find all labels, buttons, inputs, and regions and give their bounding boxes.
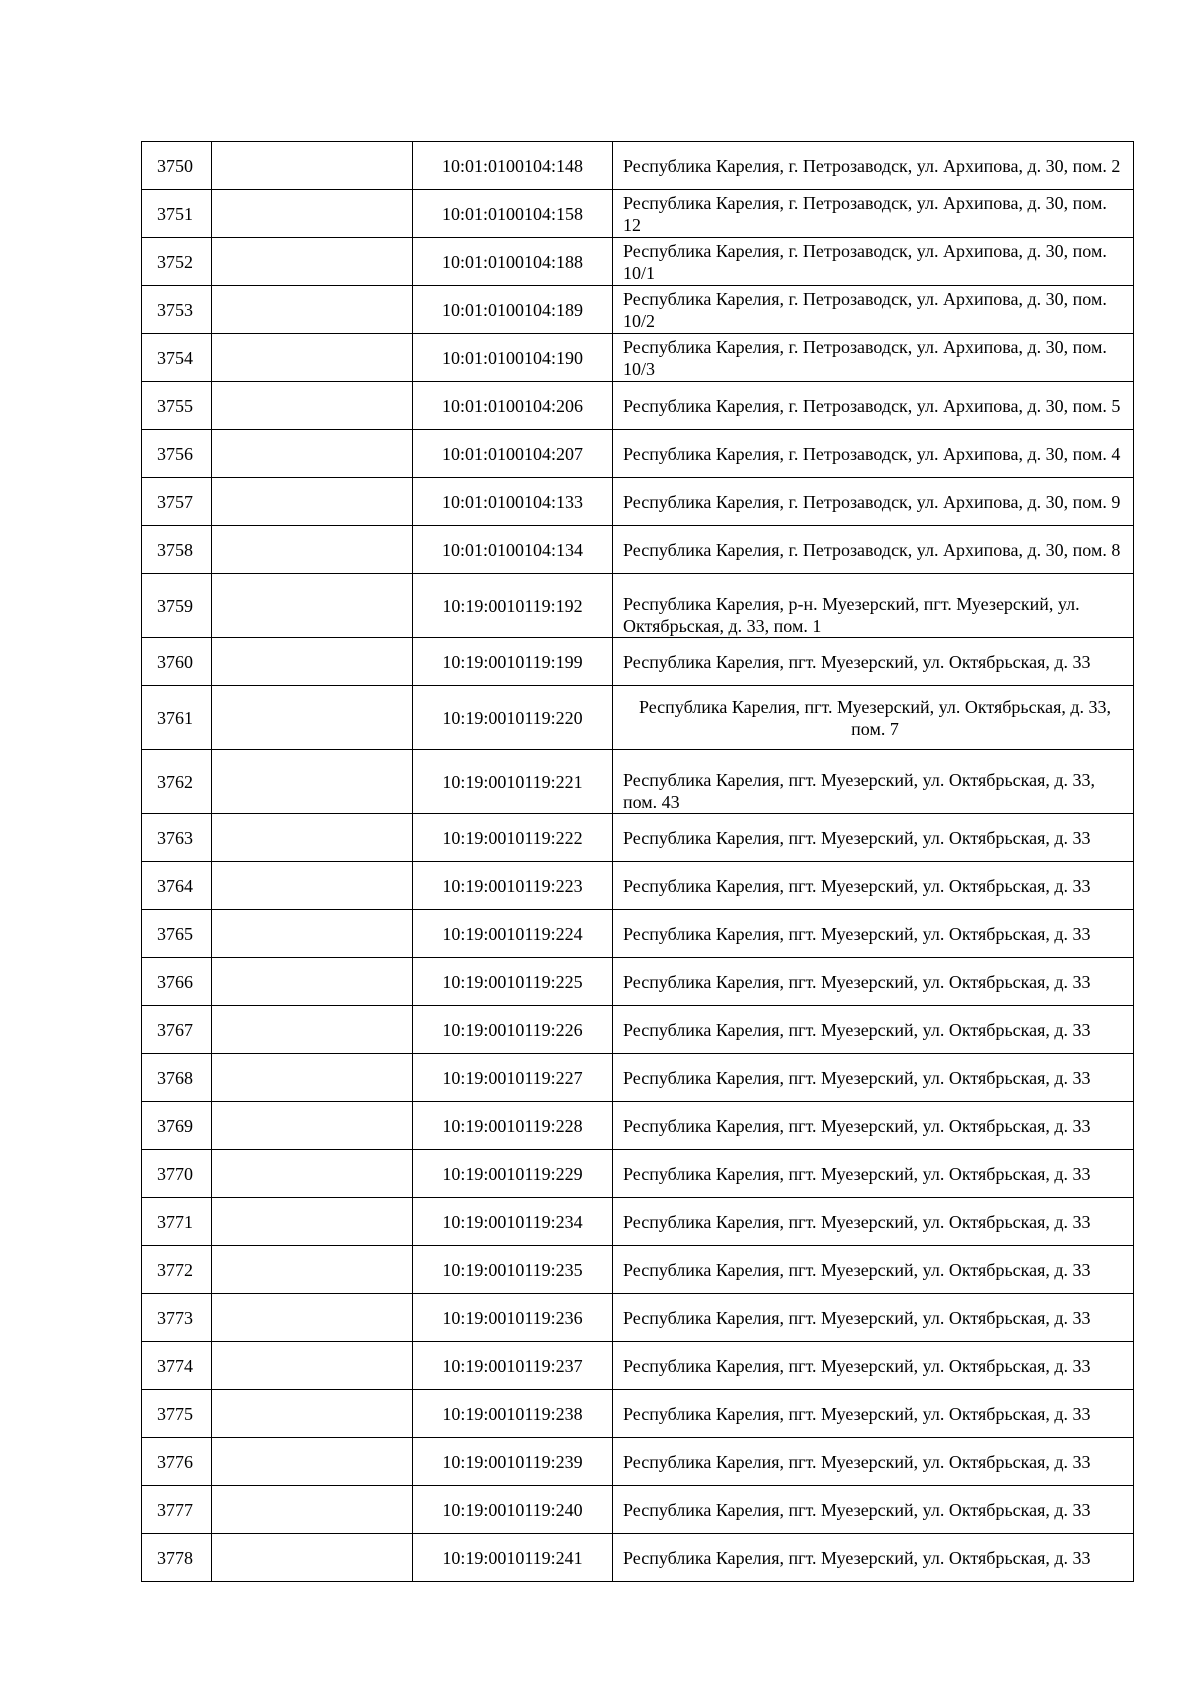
row-number-cell: 3750 xyxy=(142,142,212,190)
address-cell: Республика Карелия, г. Петрозаводск, ул. Архипова, д. 30, пом. 10/1 xyxy=(613,238,1134,286)
row-number-cell: 3771 xyxy=(142,1198,212,1246)
empty-cell xyxy=(212,334,413,382)
empty-cell xyxy=(212,958,413,1006)
row-number-cell: 3765 xyxy=(142,910,212,958)
cadastral-number-cell: 10:19:0010119:226 xyxy=(413,1006,613,1054)
empty-cell xyxy=(212,478,413,526)
address-cell: Республика Карелия, г. Петрозаводск, ул. Архипова, д. 30, пом. 10/3 xyxy=(613,334,1134,382)
cadastral-number-cell: 10:19:0010119:240 xyxy=(413,1486,613,1534)
cadastral-number-cell: 10:19:0010119:241 xyxy=(413,1534,613,1582)
row-number-cell: 3758 xyxy=(142,526,212,574)
address-cell: Республика Карелия, пгт. Муезерский, ул. Октябрьская, д. 33 xyxy=(613,910,1134,958)
table-row xyxy=(142,1438,1134,1486)
table-body xyxy=(142,142,1134,1582)
empty-cell xyxy=(212,910,413,958)
empty-cell xyxy=(212,862,413,910)
empty-cell xyxy=(212,286,413,334)
table-row xyxy=(142,1006,1134,1054)
table-row xyxy=(142,862,1134,910)
cadastral-number-cell: 10:19:0010119:222 xyxy=(413,814,613,862)
cadastral-number-cell: 10:19:0010119:236 xyxy=(413,1294,613,1342)
address-cell: Республика Карелия, пгт. Муезерский, ул. Октябрьская, д. 33 xyxy=(613,1342,1134,1390)
cadastral-number-cell: 10:19:0010119:221 xyxy=(413,750,613,814)
address-cell: Республика Карелия, пгт. Муезерский, ул. Октябрьская, д. 33 xyxy=(613,638,1134,686)
cadastral-number-cell: 10:19:0010119:235 xyxy=(413,1246,613,1294)
row-number-cell: 3755 xyxy=(142,382,212,430)
row-number-cell: 3778 xyxy=(142,1534,212,1582)
empty-cell xyxy=(212,1534,413,1582)
empty-cell xyxy=(212,1150,413,1198)
cadastral-number-cell: 10:01:0100104:148 xyxy=(413,142,613,190)
table-row xyxy=(142,958,1134,1006)
address-cell: Республика Карелия, г. Петрозаводск, ул. Архипова, д. 30, пом. 5 xyxy=(613,382,1134,430)
empty-cell xyxy=(212,238,413,286)
row-number-cell: 3775 xyxy=(142,1390,212,1438)
cadastral-number-cell: 10:01:0100104:188 xyxy=(413,238,613,286)
empty-cell xyxy=(212,1198,413,1246)
table-row xyxy=(142,382,1134,430)
cadastral-number-cell: 10:19:0010119:199 xyxy=(413,638,613,686)
table-row xyxy=(142,1102,1134,1150)
row-number-cell: 3772 xyxy=(142,1246,212,1294)
table-row xyxy=(142,1294,1134,1342)
address-cell: Республика Карелия, пгт. Муезерский, ул. Октябрьская, д. 33, пом. 43 xyxy=(613,750,1134,814)
cadastral-number-cell: 10:01:0100104:190 xyxy=(413,334,613,382)
row-number-cell: 3759 xyxy=(142,574,212,638)
cadastral-number-cell: 10:19:0010119:192 xyxy=(413,574,613,638)
cadastral-number-cell: 10:01:0100104:158 xyxy=(413,190,613,238)
address-cell: Республика Карелия, пгт. Муезерский, ул. Октябрьская, д. 33 xyxy=(613,1006,1134,1054)
address-cell: Республика Карелия, пгт. Муезерский, ул. Октябрьская, д. 33 xyxy=(613,862,1134,910)
empty-cell xyxy=(212,686,413,750)
empty-cell xyxy=(212,1438,413,1486)
cadastral-number-cell: 10:19:0010119:239 xyxy=(413,1438,613,1486)
row-number-cell: 3767 xyxy=(142,1006,212,1054)
table-row xyxy=(142,286,1134,334)
address-cell: Республика Карелия, пгт. Муезерский, ул. Октябрьская, д. 33 xyxy=(613,1198,1134,1246)
empty-cell xyxy=(212,1246,413,1294)
cadastral-number-cell: 10:19:0010119:220 xyxy=(413,686,613,750)
row-number-cell: 3766 xyxy=(142,958,212,1006)
address-cell: Республика Карелия, г. Петрозаводск, ул. Архипова, д. 30, пом. 8 xyxy=(613,526,1134,574)
cadastral-number-cell: 10:19:0010119:238 xyxy=(413,1390,613,1438)
address-cell: Республика Карелия, р-н. Муезерский, пгт. Муезерский, ул. Октябрьская, д. 33, пом. 1 xyxy=(613,574,1134,638)
empty-cell xyxy=(212,382,413,430)
table-row xyxy=(142,750,1134,814)
table-row xyxy=(142,638,1134,686)
table-row xyxy=(142,142,1134,190)
cadastral-number-cell: 10:19:0010119:229 xyxy=(413,1150,613,1198)
row-number-cell: 3769 xyxy=(142,1102,212,1150)
empty-cell xyxy=(212,750,413,814)
address-cell: Республика Карелия, г. Петрозаводск, ул. Архипова, д. 30, пом. 4 xyxy=(613,430,1134,478)
address-cell: Республика Карелия, пгт. Муезерский, ул. Октябрьская, д. 33 xyxy=(613,1534,1134,1582)
table-row xyxy=(142,1534,1134,1582)
table-row xyxy=(142,238,1134,286)
table-row xyxy=(142,1150,1134,1198)
empty-cell xyxy=(212,574,413,638)
table-row xyxy=(142,478,1134,526)
empty-cell xyxy=(212,1054,413,1102)
cadastral-number-cell: 10:01:0100104:189 xyxy=(413,286,613,334)
address-cell: Республика Карелия, пгт. Муезерский, ул. Октябрьская, д. 33, пом. 7 xyxy=(613,686,1134,750)
row-number-cell: 3774 xyxy=(142,1342,212,1390)
empty-cell xyxy=(212,142,413,190)
row-number-cell: 3762 xyxy=(142,750,212,814)
property-registry-table xyxy=(141,141,1134,1582)
row-number-cell: 3760 xyxy=(142,638,212,686)
cadastral-number-cell: 10:01:0100104:206 xyxy=(413,382,613,430)
cadastral-number-cell: 10:19:0010119:225 xyxy=(413,958,613,1006)
row-number-cell: 3756 xyxy=(142,430,212,478)
cadastral-number-cell: 10:19:0010119:234 xyxy=(413,1198,613,1246)
address-cell: Республика Карелия, пгт. Муезерский, ул. Октябрьская, д. 33 xyxy=(613,1246,1134,1294)
table-row xyxy=(142,1054,1134,1102)
row-number-cell: 3763 xyxy=(142,814,212,862)
cadastral-number-cell: 10:19:0010119:228 xyxy=(413,1102,613,1150)
row-number-cell: 3752 xyxy=(142,238,212,286)
empty-cell xyxy=(212,190,413,238)
table-row xyxy=(142,910,1134,958)
address-cell: Республика Карелия, г. Петрозаводск, ул. Архипова, д. 30, пом. 2 xyxy=(613,142,1134,190)
empty-cell xyxy=(212,1294,413,1342)
row-number-cell: 3777 xyxy=(142,1486,212,1534)
table-row xyxy=(142,1246,1134,1294)
table-row xyxy=(142,526,1134,574)
empty-cell xyxy=(212,1342,413,1390)
row-number-cell: 3757 xyxy=(142,478,212,526)
cadastral-number-cell: 10:01:0100104:207 xyxy=(413,430,613,478)
row-number-cell: 3773 xyxy=(142,1294,212,1342)
address-cell: Республика Карелия, пгт. Муезерский, ул. Октябрьская, д. 33 xyxy=(613,1390,1134,1438)
address-cell: Республика Карелия, пгт. Муезерский, ул. Октябрьская, д. 33 xyxy=(613,814,1134,862)
table-row xyxy=(142,1390,1134,1438)
row-number-cell: 3768 xyxy=(142,1054,212,1102)
empty-cell xyxy=(212,1102,413,1150)
row-number-cell: 3770 xyxy=(142,1150,212,1198)
row-number-cell: 3776 xyxy=(142,1438,212,1486)
table-row xyxy=(142,574,1134,638)
cadastral-number-cell: 10:19:0010119:223 xyxy=(413,862,613,910)
table-row xyxy=(142,190,1134,238)
address-cell: Республика Карелия, г. Петрозаводск, ул. Архипова, д. 30, пом. 9 xyxy=(613,478,1134,526)
address-cell: Республика Карелия, пгт. Муезерский, ул. Октябрьская, д. 33 xyxy=(613,1150,1134,1198)
row-number-cell: 3764 xyxy=(142,862,212,910)
address-cell: Республика Карелия, пгт. Муезерский, ул. Октябрьская, д. 33 xyxy=(613,1054,1134,1102)
address-cell: Республика Карелия, пгт. Муезерский, ул. Октябрьская, д. 33 xyxy=(613,1486,1134,1534)
cadastral-number-cell: 10:19:0010119:224 xyxy=(413,910,613,958)
address-cell: Республика Карелия, пгт. Муезерский, ул. Октябрьская, д. 33 xyxy=(613,1294,1134,1342)
empty-cell xyxy=(212,814,413,862)
empty-cell xyxy=(212,1006,413,1054)
table-row xyxy=(142,814,1134,862)
empty-cell xyxy=(212,1390,413,1438)
table-row xyxy=(142,1486,1134,1534)
table-row xyxy=(142,1342,1134,1390)
empty-cell xyxy=(212,1486,413,1534)
table-row xyxy=(142,1198,1134,1246)
table-row xyxy=(142,686,1134,750)
address-cell: Республика Карелия, г. Петрозаводск, ул. Архипова, д. 30, пом. 10/2 xyxy=(613,286,1134,334)
table-row xyxy=(142,334,1134,382)
address-cell: Республика Карелия, пгт. Муезерский, ул. Октябрьская, д. 33 xyxy=(613,1438,1134,1486)
row-number-cell: 3753 xyxy=(142,286,212,334)
row-number-cell: 3751 xyxy=(142,190,212,238)
row-number-cell: 3761 xyxy=(142,686,212,750)
empty-cell xyxy=(212,526,413,574)
empty-cell xyxy=(212,430,413,478)
cadastral-number-cell: 10:19:0010119:237 xyxy=(413,1342,613,1390)
address-cell: Республика Карелия, г. Петрозаводск, ул. Архипова, д. 30, пом. 12 xyxy=(613,190,1134,238)
cadastral-number-cell: 10:01:0100104:134 xyxy=(413,526,613,574)
row-number-cell: 3754 xyxy=(142,334,212,382)
address-cell: Республика Карелия, пгт. Муезерский, ул. Октябрьская, д. 33 xyxy=(613,1102,1134,1150)
empty-cell xyxy=(212,638,413,686)
cadastral-number-cell: 10:01:0100104:133 xyxy=(413,478,613,526)
address-cell: Республика Карелия, пгт. Муезерский, ул. Октябрьская, д. 33 xyxy=(613,958,1134,1006)
table-row xyxy=(142,430,1134,478)
cadastral-number-cell: 10:19:0010119:227 xyxy=(413,1054,613,1102)
